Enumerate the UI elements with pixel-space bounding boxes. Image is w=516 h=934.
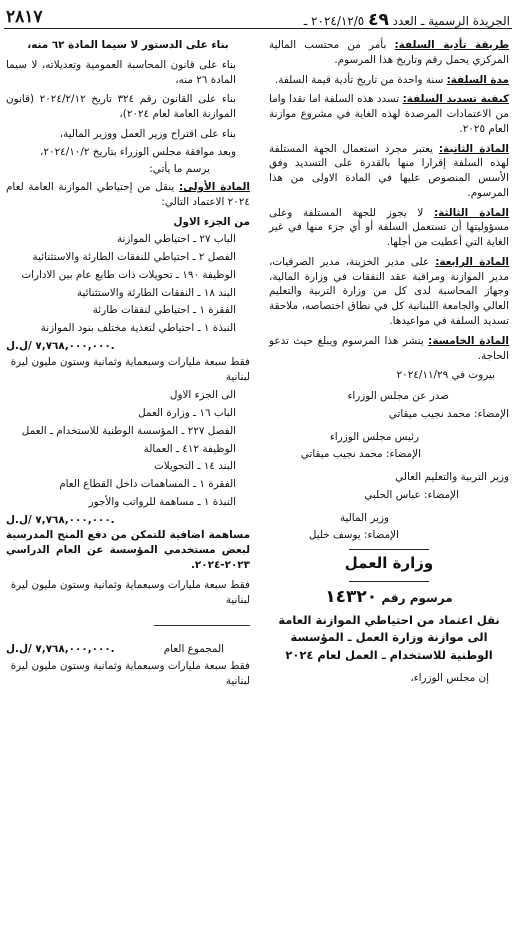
basis-accounting-law: بناء على قانون المحاسبة العمومية وتعديلاته، لا سيما المادة ٢٦ منه، xyxy=(6,58,236,86)
payment-method xyxy=(269,38,509,68)
amount-2-words: فقط سبعة مليارات وسبعماية وثمانية وستون مليون ليرة لبنانية xyxy=(10,578,250,606)
basis-cabinet-approval: وبعد موافقة مجلس الوزراء بتاريخ ٢٠٢٤/١٠/٢، xyxy=(40,145,236,158)
signature-2-name: الإمضاء: محمد نجيب ميقاتي xyxy=(300,448,421,461)
page-number: ٢٨١٧ xyxy=(6,7,43,27)
grand-total-value: ٧,٧٦٨,٠٠٠,٠٠٠ /ل.ل. xyxy=(6,643,115,656)
to-line-1: الباب ١٦ ـ وزارة العمل xyxy=(138,407,236,420)
article-5-text: ينشر هذا المرسوم ويبلغ حيث تدعو الحاجة. xyxy=(269,334,509,362)
to-line-3: الوظيفة ٤١٢ ـ العمالة xyxy=(143,442,236,455)
signature-1-name: الإمضاء: محمد نجيب ميقاتي xyxy=(388,407,509,420)
to-line-6: النبذة ١ ـ مساهمة للرواتب والأجور xyxy=(88,495,236,508)
grand-total xyxy=(6,642,250,657)
amount-2: ٧,٧٦٨,٠٠٠,٠٠٠ /ل.ل. xyxy=(6,513,115,526)
signature-4-name: الإمضاء: يوسف خليل xyxy=(308,529,399,542)
to-line-5: الفقرة ١ ـ المساهمات داخل القطاع العام xyxy=(59,478,236,491)
advance-term-label: مدة السلفة: xyxy=(446,73,509,86)
from-line-2: الفصل ٢ ـ احتياطي للنفقات الطارئة والاستثنائية xyxy=(32,251,236,264)
right-column xyxy=(269,38,509,689)
repayment-label: كيفية تسديد السلفة: xyxy=(402,93,510,106)
to-line-2: الفصل ٢٢٧ ـ المؤسسة الوطنية للاستخدام ـ العمل xyxy=(21,424,236,437)
signature-2-title: رئيس مجلس الوزراء xyxy=(329,430,419,443)
left-column xyxy=(6,38,250,692)
from-line-3: الوظيفة ١٩٠ ـ تحويلات ذات طابع عام بين الادارات xyxy=(21,268,236,281)
advance-term-text: سنة واحدة من تاريخ تأدية قيمة السلفة. xyxy=(274,73,444,86)
total-divider xyxy=(154,625,250,626)
contribution-text: مساهمة اضافية للتمكن من دفع المنح المدرسية لبعض مستخدمي المؤسسة عن العام الدراسي ٢٠٢٣-٢٠٢٤. xyxy=(6,529,250,571)
payment-method-text: بأمر من محتسب المالية المركزي يحمل رقم وتاريخ هذا المرسوم. xyxy=(269,39,509,66)
decree-prefix: مرسوم رقم xyxy=(381,590,453,605)
amount-1-words: فقط سبعة مليارات وسبعماية وثمانية وستون مليون ليرة لبنانية xyxy=(10,355,250,383)
basis-constitution: بناء على الدستور لا سيما المادة ٦٢ منه، xyxy=(27,39,229,51)
issue-number: ٤٩ xyxy=(368,10,389,30)
from-line-5: الفقرة ١ ـ احتياطي لنفقات طارئة xyxy=(92,304,236,317)
article-4-text: على مدير الخزينة، مدير الصرفيات، مدير الموازنة ومراقبة عقد النفقات في وزارة المالية، وجهاز المحاسبة لدى كل من وزارة التربية والتعليم العالي والجامعة اللبنانية كل في نطاق اختصاصه، ملاحقة تسديد السلفة في مواعيدها. xyxy=(269,255,509,328)
basis-proposal: بناء على اقتراح وزير العمل ووزير المالية، xyxy=(59,127,236,140)
to-line-4: البند ١٤ ـ التحويلات xyxy=(153,460,236,473)
article-5 xyxy=(269,334,509,364)
article-3-text: لا يجوز للجهة المستلفة وعلى مسؤوليتها أن تستعمل السلفة أو أي جزء منها في غير الغاية التي أعطيت من أجلها. xyxy=(269,206,509,249)
decrees-statement: يرسم ما يأتي: xyxy=(149,163,210,176)
article-4-label: المادة الرابعة: xyxy=(435,255,509,268)
signature-3-name: الإمضاء: عباس الحلبي xyxy=(364,488,459,501)
page-header xyxy=(4,4,512,29)
article-2-text: يعتبر مجرد استعمال الجهة المستلفة لهذه السلفة إقرارا منها بالقدرة على التسديد وفق الأسس المنصوص عليها في المادة الاولى من هذا المرسوم. xyxy=(269,142,509,199)
signature-4-title: وزير المالية xyxy=(339,511,389,524)
ministry-bottom-rule xyxy=(349,581,429,582)
ministry-top-rule xyxy=(349,549,429,550)
payment-method-label: طريقة تأدية السلفة: xyxy=(394,39,509,51)
from-line-1: الباب ٢٧ ـ احتياطي الموازنة xyxy=(116,233,236,246)
article-3-label: المادة الثالثة: xyxy=(434,206,509,219)
article-1 xyxy=(6,180,250,210)
advance-term xyxy=(269,73,509,88)
article-4 xyxy=(269,255,509,329)
from-line-6: النبذة ١ ـ احتياطي لتغذية مختلف بنود الموازنة xyxy=(40,322,236,335)
article-3 xyxy=(269,206,509,250)
from-line-4: البند ١٨ ـ النفقات الطارئة والاستثنائية xyxy=(76,286,236,299)
basis-budget-law: بناء على القانون رقم ٣٢٤ تاريخ ٢٠٢٤/٢/١٢ (قانون الموازنة العامة لعام ٢٠٢٤)، xyxy=(6,93,236,121)
repayment-text: تسدد هذه السلفة اما نقدا واما من الاعتمادات المرصدة لهذه الغاية في مشروع موازنة العام ٢٠٢٥. xyxy=(269,93,509,135)
place-date: بيروت في ٢٠٢٤/١١/٢٩ xyxy=(396,369,495,382)
article-1-text: ينقل من إحتياطي الموازنة العامة لعام ٢٠٢٤ الاعتماد التالي: xyxy=(6,181,250,208)
signature-1-title: صدر عن مجلس الوزراء xyxy=(347,390,449,403)
article-2-label: المادة الثانية: xyxy=(438,142,509,155)
from-section-heading: من الجزء الاول xyxy=(173,215,250,228)
repayment xyxy=(269,92,509,136)
article-2 xyxy=(269,142,509,201)
decree-number: ١٤٣٢٠ xyxy=(325,586,378,607)
grand-total-words: فقط سبعة مليارات وسبعماية وثمانية وستون مليون ليرة لبنانية xyxy=(10,660,250,687)
ministry-heading: وزارة العمل xyxy=(344,554,434,573)
article-1-label: المادة الأولى: xyxy=(178,181,250,194)
decree-title: نقل اعتماد من احتياطي الموازنة العامة الى موازنة وزارة العمل ـ المؤسسة الوطنية للاستخدام ـ العمل لعام ٢٠٢٤ xyxy=(278,612,500,663)
signature-3-title: وزير التربية والتعليم العالي xyxy=(395,471,509,484)
grand-total-label: المجموع العام xyxy=(163,643,224,656)
gazette-prefix: الجريدة الرسمية ـ العدد xyxy=(392,14,510,28)
amount-1: ٧,٧٦٨,٠٠٠,٠٠٠ /ل.ل. xyxy=(6,340,115,353)
issue-date: ٢٠٢٤/١٢/٥ ـ xyxy=(303,14,365,28)
gazette-title xyxy=(304,8,510,32)
to-section-heading: الى الجزء الاول xyxy=(169,389,236,402)
decree-opening: إن مجلس الوزراء، xyxy=(410,672,489,685)
decree-heading xyxy=(269,585,509,609)
article-5-label: المادة الخامسة: xyxy=(428,334,509,347)
